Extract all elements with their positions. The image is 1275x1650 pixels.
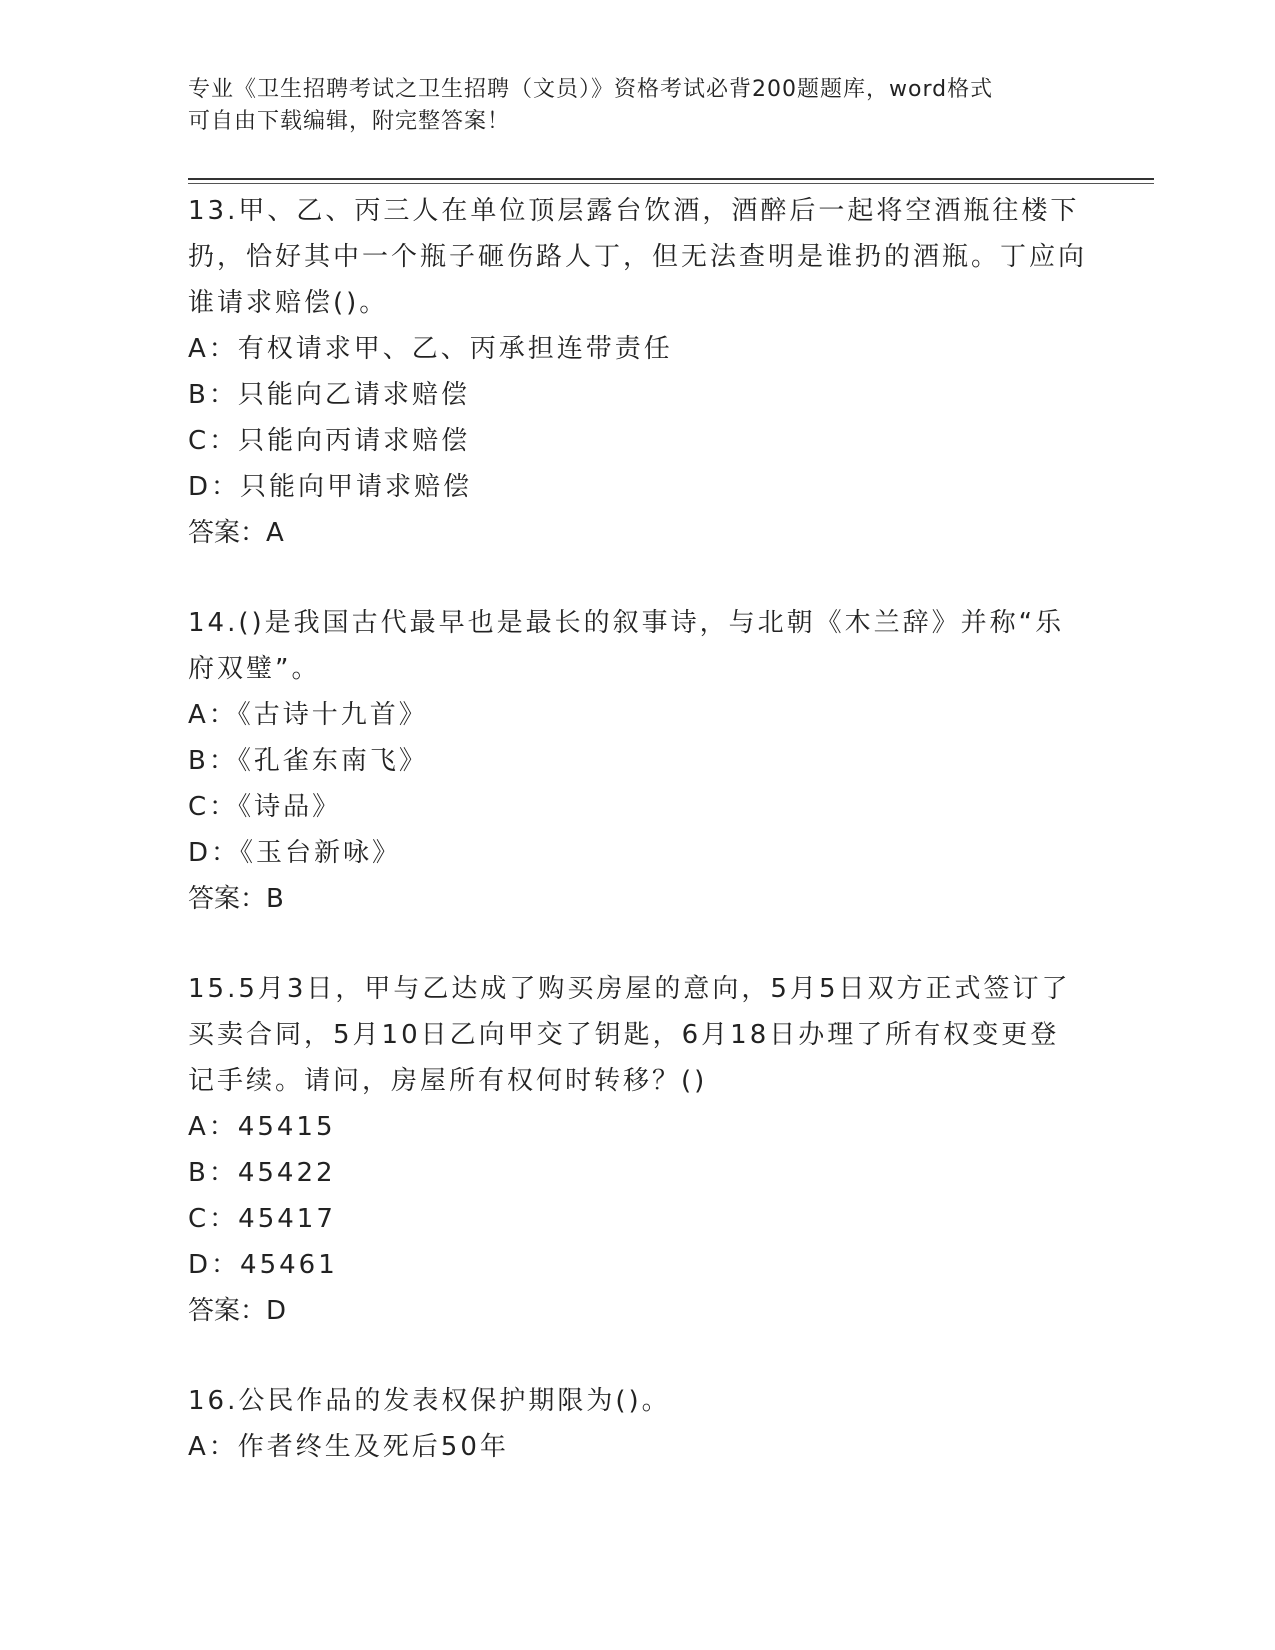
option-a: A：《古诗十九首》 xyxy=(188,700,428,730)
header-line-1: 专业《卫生招聘考试之卫生招聘（文员）》资格考试必背200题题库，word格式 xyxy=(188,77,994,102)
option-b: B：45422 xyxy=(188,1158,336,1188)
question-14 xyxy=(188,600,1088,922)
question-13 xyxy=(188,188,1088,556)
question-list xyxy=(188,188,1088,1514)
document-header xyxy=(188,74,1078,138)
question-15 xyxy=(188,966,1088,1334)
option-a: A：45415 xyxy=(188,1112,336,1142)
option-b: B：《孔雀东南飞》 xyxy=(188,746,428,776)
answer: 答案：B xyxy=(188,884,284,914)
option-a: A：有权请求甲、乙、丙承担连带责任 xyxy=(188,334,673,364)
header-divider-thick xyxy=(188,178,1154,180)
header-divider-thin xyxy=(188,183,1154,184)
option-d: D：《玉台新咏》 xyxy=(188,838,402,868)
question-text: 13.甲、乙、丙三人在单位顶层露台饮酒，酒醉后一起将空酒瓶往楼下扔，恰好其中一个瓶子砸伤路人丁，但无法查明是谁扔的酒瓶。丁应向谁请求赔偿()。 xyxy=(188,196,1088,318)
answer: 答案：A xyxy=(188,518,284,548)
answer: 答案：D xyxy=(188,1296,287,1326)
header-line-2: 可自由下载编辑，附完整答案！ xyxy=(188,109,511,134)
option-c: C：只能向丙请求赔偿 xyxy=(188,426,471,456)
option-d: D：只能向甲请求赔偿 xyxy=(188,472,473,502)
question-text: 15.5月3日，甲与乙达成了购买房屋的意向，5月5日双方正式签订了买卖合同，5月10日乙向甲交了钥匙，6月18日办理了所有权变更登记手续。请问，房屋所有权何时转移？() xyxy=(188,974,1071,1096)
option-c: C：45417 xyxy=(188,1204,336,1234)
question-16 xyxy=(188,1378,1088,1470)
option-c: C：《诗品》 xyxy=(188,792,342,822)
option-d: D：45461 xyxy=(188,1250,338,1280)
option-b: B：只能向乙请求赔偿 xyxy=(188,380,470,410)
option-a: A：作者终生及死后50年 xyxy=(188,1432,509,1462)
question-text: 16.公民作品的发表权保护期限为()。 xyxy=(188,1386,671,1416)
question-text: 14.()是我国古代最早也是最长的叙事诗，与北朝《木兰辞》并称“乐府双璧”。 xyxy=(188,608,1065,684)
